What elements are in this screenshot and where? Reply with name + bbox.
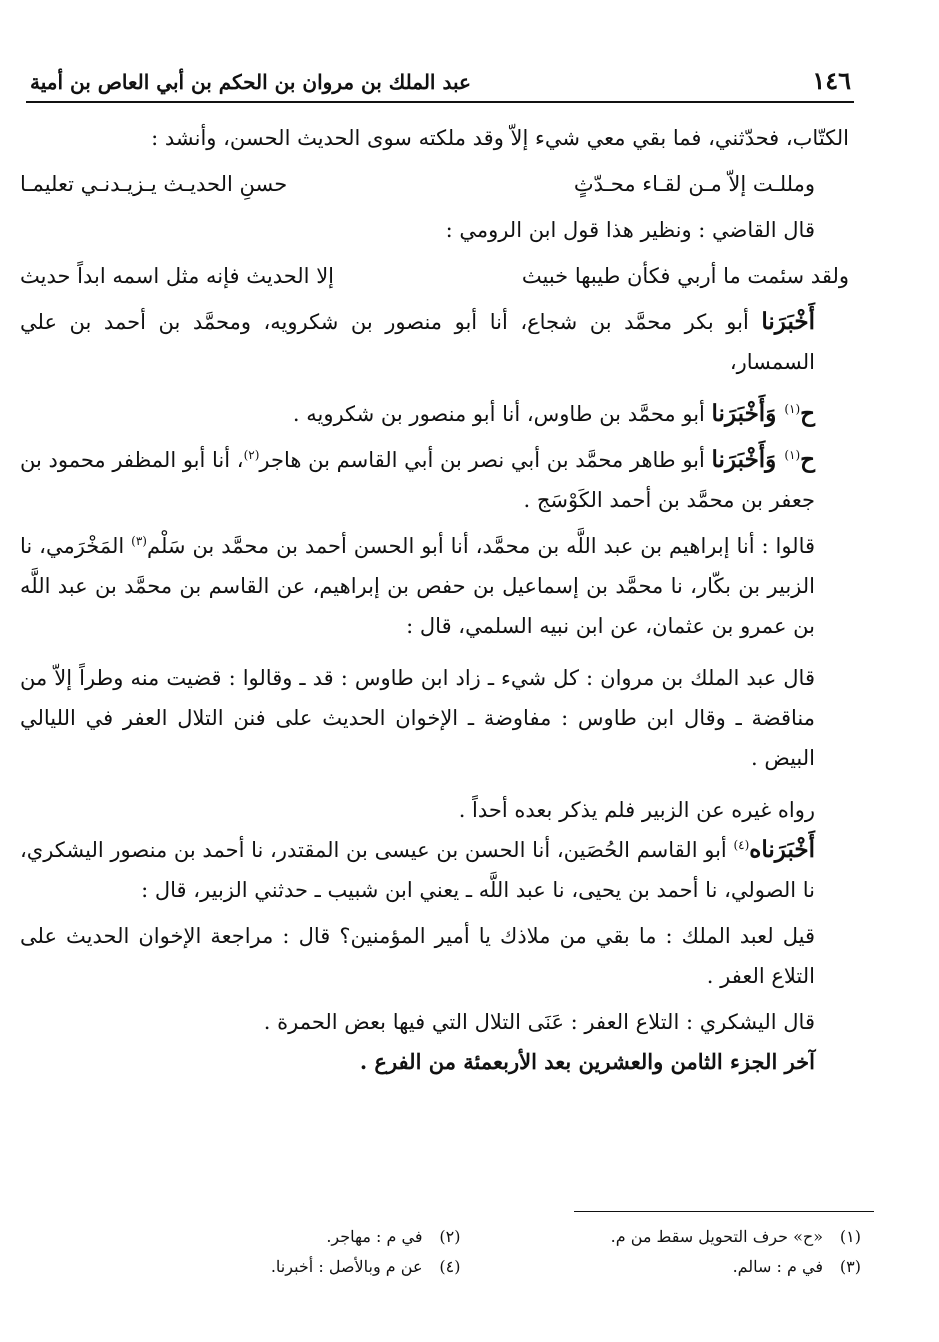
main-text — [20, 118, 849, 1082]
page-header — [30, 60, 851, 100]
page-number: ١٤٦ — [812, 66, 851, 95]
footnote-ref: (١) — [784, 402, 801, 416]
verse-line — [20, 164, 849, 204]
header-rule — [26, 101, 854, 103]
paragraph: الكتّاب، فحدّثني، فما بقي معي شيء إلاّ وقد ملكته سوى الحديث الحسن، وأنشد : — [151, 126, 849, 150]
tahwil-marker: ح — [800, 446, 815, 473]
footnote-item — [60, 1252, 461, 1282]
paragraph: قال اليشكري : التلاع العفر : عَنَى التلال التي فيها بعض الحمرة . — [263, 1010, 815, 1034]
verse-hemistich-right: ومللـت إلاّ مـن لقـاء محـدّثٍ — [573, 172, 815, 196]
footnote-item — [60, 1222, 461, 1252]
footnote-number: (٢) — [439, 1227, 461, 1246]
footnote-item — [461, 1252, 862, 1282]
footnote-ref: (٣) — [131, 534, 147, 548]
paragraph: قال عبد الملك بن مروان : كل شيء ـ زاد ابن طاوس : قد ـ وقالوا : قضيت منه وطراً إلاّ من مناقضة ـ وقال ابن طاوس : مفاوضة ـ الإخوان الحديث على فنن التلال العفر في الليالي البيض . — [20, 666, 815, 770]
footnote-item — [461, 1222, 862, 1252]
footnote-number: (٤) — [439, 1257, 461, 1276]
footnote-text: في م : مهاجر. — [326, 1227, 423, 1246]
paragraph: رواه غيره عن الزبير فلم يذكر بعده أحداً . — [458, 798, 815, 822]
akhbaranah-keyword: أَخْبَرَناه — [749, 836, 815, 863]
isnad-paragraph: أَخْبَرَنا أبو بكر محمَّد بن شجاع، أنا أبو منصور بن شكرويه، ومحمَّد بن أحمد بن علي السمسار، — [20, 308, 815, 374]
paragraph: قيل لعبد الملك : ما بقي من ملاذك يا أمير المؤمنين؟ قال : مراجعة الإخوان الحديث على التلاع العفر . — [20, 924, 815, 988]
footnote-row — [60, 1252, 861, 1282]
footnote-rule — [574, 1211, 874, 1212]
footnote-number: (١) — [839, 1227, 861, 1246]
footnote-ref: (١) — [784, 448, 801, 462]
verse-hemistich-right: ولقد سئمت ما أربي فكأن طيبها خبيث — [521, 264, 849, 288]
isnad-paragraph: ح$^{(١)}$ وَأَخْبَرَنا أبو محمَّد بن طاوس، أنا أبو منصور بن شكرويه . — [292, 400, 815, 427]
footnote-ref: (٢) — [243, 448, 260, 462]
paragraph: قال القاضي : ونظير هذا قول ابن الرومي : — [445, 218, 815, 242]
footnote-text: عن م وبالأصل : أخبرنا. — [270, 1257, 423, 1276]
isnad-paragraph: قالوا : أنا إبراهيم بن عبد اللَّه بن محمَّد، أنا أبو الحسن أحمد بن محمَّد بن سَلْم$^{(٣)}$ المَخْرَمي، نا الزبير بن بكّار، نا محمَّد بن إسماعيل بن حفص بن إبراهيم، عن القاسم بن محمَّد بن عبد اللَّه بن عمرو بن عثمان، عن ابن نبيه السلمي، قال : — [20, 534, 816, 638]
tahwil-marker: ح — [800, 400, 815, 427]
akhbarana-keyword: وَأَخْبَرَنا — [711, 446, 785, 473]
verse-line — [20, 256, 849, 296]
colophon: آخر الجزء الثامن والعشرين بعد الأربعمئة من الفرع . — [359, 1049, 815, 1074]
footnote-row — [60, 1222, 861, 1252]
footnote-text: «ح» حرف التحويل سقط من م. — [610, 1227, 823, 1246]
verse-hemistich-left: حسنِ الحديـث يـزيـدنـي تعليمـا — [20, 172, 288, 196]
footnote-text: في م : سالم. — [732, 1257, 823, 1276]
akhbarana-keyword: أَخْبَرَنا — [761, 308, 815, 335]
akhbarana-keyword: وَأَخْبَرَنا — [711, 400, 785, 427]
footnote-ref: (٤) — [733, 838, 750, 852]
verse-hemistich-left: إلا الحديث فإنه مثل اسمه ابداً حديث — [20, 264, 335, 288]
isnad-paragraph: أَخْبَرَناه$^{(٤)}$ أبو القاسم الحُصَين، أنا الحسن بن عيسى بن المقتدر، نا أحمد بن منصور اليشكري، نا الصولي، نا أحمد بن يحيى، نا عبد اللَّه ـ يعني ابن شبيب ـ حدثني الزبير، قال : — [20, 836, 815, 902]
footnote-number: (٣) — [839, 1257, 861, 1276]
running-title: عبد الملك بن مروان بن الحكم بن أبي العاص بن أمية — [30, 70, 471, 94]
isnad-paragraph: ح$^{(١)}$ وَأَخْبَرَنا أبو طاهر محمَّد بن أبي نصر بن أبي القاسم بن هاجر$^{(٢)}$، أنا أبو المظفر محمود بن جعفر بن محمَّد بن أحمد الكَوْسَج . — [20, 446, 815, 512]
footnotes — [60, 1222, 861, 1282]
